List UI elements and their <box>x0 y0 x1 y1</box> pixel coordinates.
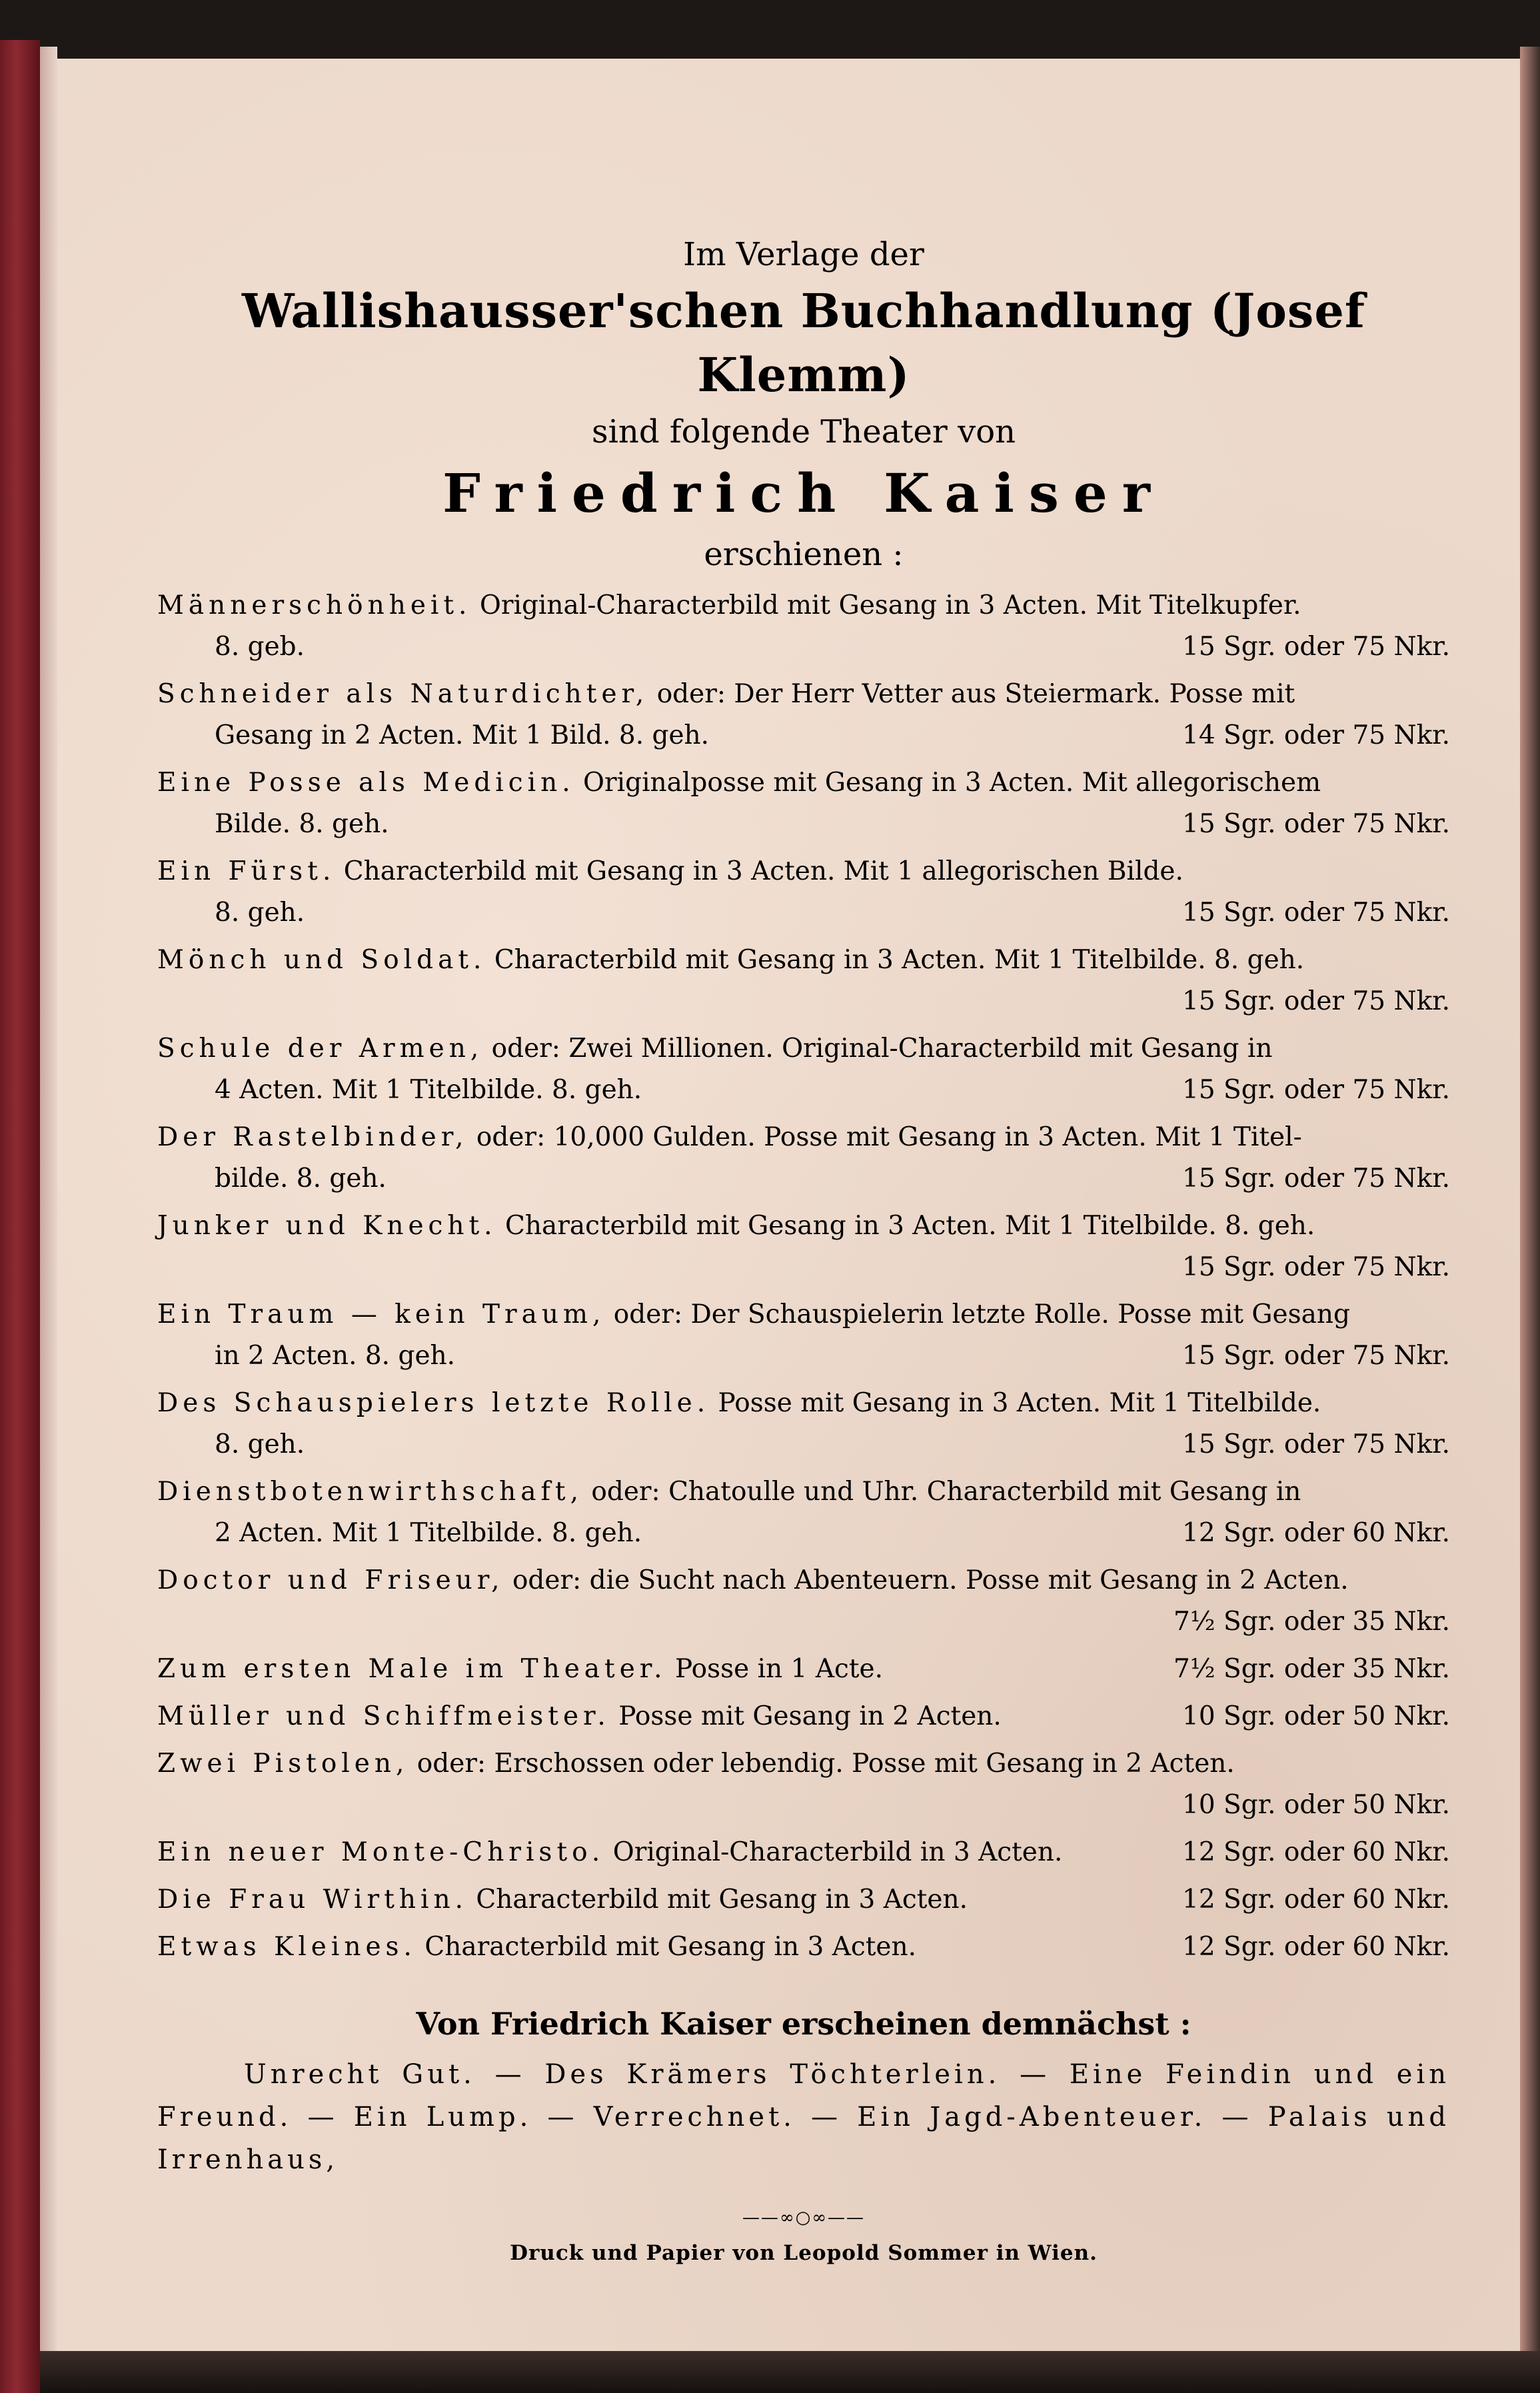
catalog-entry <box>157 1471 1450 1554</box>
entry-description: oder: Der Schauspielerin letzte Rolle. Posse mit Gesang <box>613 1299 1350 1329</box>
entry-text <box>157 1696 1002 1737</box>
entry-price: 15 Sgr. oder 75 Nkr. <box>1182 632 1450 662</box>
entry-description: oder: Erschossen oder lebendig. Posse mit Gesang in 2 Acten. <box>416 1749 1235 1779</box>
catalog-entry <box>157 1696 1450 1737</box>
catalog-entry <box>157 762 1450 845</box>
entry-line-1 <box>157 1471 1450 1513</box>
entry-price: 15 Sgr. oder 75 Nkr. <box>1182 1164 1450 1194</box>
catalog-entry <box>157 1927 1450 1968</box>
entry-text <box>157 1649 883 1690</box>
catalog-entry <box>157 1743 1450 1826</box>
entry-description: Characterbild mit Gesang in 3 Acten. Mit 1 allegorischen Bilde. <box>343 856 1183 886</box>
publisher-name: Wallishausser'schen Buchhandlung (Josef Klemm) <box>242 283 1365 402</box>
ornamental-rule <box>157 2208 1450 2228</box>
catalog-entry <box>157 1205 1450 1288</box>
entry-description: Characterbild mit Gesang in 3 Acten. Mit 1 Titelbilde. 8. geh. <box>505 1211 1315 1241</box>
entry-details: in 2 Acten. 8. geh. <box>215 1341 456 1371</box>
entry-line-1 <box>157 1560 1450 1601</box>
entry-line-2 <box>157 1601 1450 1643</box>
catalog-entry <box>157 1117 1450 1199</box>
entry-price: 15 Sgr. oder 75 Nkr. <box>1182 1252 1450 1282</box>
rule-glyph: ——∞○∞—— <box>742 2208 865 2228</box>
entry-description: Original-Characterbild mit Gesang in 3 Acten. Mit Titelkupfer. <box>479 590 1301 620</box>
entry-line-2 <box>157 1070 1450 1111</box>
entry-title: Des Schauspielers letzte Rolle. <box>157 1388 710 1418</box>
printer-imprint: Druck und Papier von Leopold Sommer in Wien. <box>510 2241 1098 2265</box>
entry-title: Doctor und Friseur, <box>157 1565 504 1595</box>
entry-title: Müller und Schiffmeister. <box>157 1701 610 1731</box>
entry-line-2 <box>157 981 1450 1022</box>
entry-title: Mönch und Soldat. <box>157 945 486 975</box>
entry-price: 15 Sgr. oder 75 Nkr. <box>1182 1429 1450 1459</box>
entry-title: Ein Traum — kein Traum, <box>157 1299 606 1329</box>
entry-description: oder: Chatoulle und Uhr. Characterbild mit Gesang in <box>591 1477 1301 1507</box>
entry-line-1 <box>157 1743 1450 1785</box>
entry-line-1 <box>157 585 1450 626</box>
entry-title: Männerschönheit. <box>157 590 472 620</box>
entry-line-1 <box>157 1117 1450 1158</box>
page-edge-right <box>1520 47 1540 2366</box>
entry-title: Ein neuer Monte-Christo. <box>157 1837 605 1867</box>
entry-description: Originalposse mit Gesang in 3 Acten. Mit allegorischem <box>583 768 1321 798</box>
catalog-entry <box>157 585 1450 668</box>
header-line-1: Im Verlage der <box>683 236 924 273</box>
entry-title: Schneider als Naturdichter, <box>157 679 649 709</box>
entry-details: bilde. 8. geh. <box>215 1164 386 1194</box>
entry-title: Zum ersten Male im Theater. <box>157 1654 667 1684</box>
entry-line-2 <box>157 1513 1450 1554</box>
entry-price: 15 Sgr. oder 75 Nkr. <box>1182 986 1450 1016</box>
entry-details: 8. geh. <box>215 898 305 928</box>
forthcoming-heading: Von Friedrich Kaiser erscheinen demnächst : <box>416 2006 1191 2042</box>
catalog-entry <box>157 1832 1450 1873</box>
entry-line-2 <box>157 892 1450 934</box>
entry-line-1 <box>157 1294 1450 1335</box>
entry-description: Characterbild mit Gesang in 3 Acten. Mit 1 Titelbilde. 8. geh. <box>494 945 1305 975</box>
entry-price: 15 Sgr. oder 75 Nkr. <box>1182 1075 1450 1105</box>
entry-line-2 <box>157 1247 1450 1288</box>
forthcoming-list: Unrecht Gut. — Des Krämers Töchterlein. — Eine Feindin und ein Freund. — Ein Lump. — Verrechnet. — Ein Jagd-Abenteuer. — Palais und Irrenhaus, <box>157 2059 1450 2175</box>
entry-price: 12 Sgr. oder 60 Nkr. <box>1182 1885 1450 1915</box>
entry-line-1 <box>157 1832 1450 1873</box>
entry-title: Eine Posse als Medicin. <box>157 768 575 798</box>
catalog-entry <box>157 1879 1450 1921</box>
entry-price: 15 Sgr. oder 75 Nkr. <box>1182 1341 1450 1371</box>
entry-title: Junker und Knecht. <box>157 1211 497 1241</box>
entry-line-1 <box>157 1649 1450 1690</box>
entry-line-1 <box>157 851 1450 892</box>
advertisement-content <box>157 230 1450 2265</box>
entry-line-1 <box>157 940 1450 981</box>
entry-description: Characterbild mit Gesang in 3 Acten. <box>476 1885 968 1915</box>
entry-line-2 <box>157 804 1450 845</box>
catalog-entry <box>157 1294 1450 1377</box>
author-name: Friedrich Kaiser <box>442 462 1165 524</box>
entry-title: Schule der Armen, <box>157 1034 484 1064</box>
entry-title: Die Frau Wirthin. <box>157 1885 468 1915</box>
entry-price: 10 Sgr. oder 50 Nkr. <box>1182 1701 1450 1731</box>
entry-details: Gesang in 2 Acten. Mit 1 Bild. 8. geh. <box>215 720 710 750</box>
catalog-entry <box>157 1028 1450 1111</box>
entry-price: 15 Sgr. oder 75 Nkr. <box>1182 898 1450 928</box>
entry-line-1 <box>157 1879 1450 1921</box>
entry-description: Original-Characterbild in 3 Acten. <box>612 1837 1063 1867</box>
entry-text <box>157 1832 1062 1873</box>
entry-description: Characterbild mit Gesang in 3 Acten. <box>424 1932 916 1962</box>
entry-line-1 <box>157 1383 1450 1424</box>
entry-text <box>157 1927 916 1968</box>
entry-details: 8. geb. <box>215 632 305 662</box>
entry-line-1 <box>157 674 1450 715</box>
entry-description: oder: 10,000 Gulden. Posse mit Gesang in 3 Acten. Mit 1 Titel- <box>476 1122 1302 1152</box>
entry-title: Dienstbotenwirthschaft, <box>157 1477 583 1507</box>
page-edge-left <box>40 47 57 2352</box>
entry-price: 14 Sgr. oder 75 Nkr. <box>1182 720 1450 750</box>
entry-details: 8. geh. <box>215 1429 305 1459</box>
entry-details: 2 Acten. Mit 1 Titelbilde. 8. geh. <box>215 1518 642 1548</box>
entry-line-2 <box>157 1335 1450 1377</box>
entry-title: Ein Fürst. <box>157 856 336 886</box>
entry-price: 12 Sgr. oder 60 Nkr. <box>1182 1932 1450 1962</box>
entry-price: 12 Sgr. oder 60 Nkr. <box>1182 1518 1450 1548</box>
entry-line-2 <box>157 626 1450 668</box>
entry-description: oder: Zwei Millionen. Original-Characterbild mit Gesang in <box>491 1034 1273 1064</box>
entry-line-2 <box>157 1785 1450 1826</box>
entry-price: 10 Sgr. oder 50 Nkr. <box>1182 1790 1450 1820</box>
header-line-5: erschienen : <box>704 536 904 573</box>
catalog-entry <box>157 674 1450 756</box>
entry-description: Posse in 1 Acte. <box>674 1654 883 1684</box>
catalog-entry <box>157 1560 1450 1643</box>
entry-price: 7½ Sgr. oder 35 Nkr. <box>1173 1654 1450 1684</box>
catalog-entry <box>157 851 1450 934</box>
entry-line-2 <box>157 715 1450 756</box>
entry-line-1 <box>157 1028 1450 1070</box>
entry-line-1 <box>157 1927 1450 1968</box>
entry-text <box>157 1879 968 1921</box>
header-line-3: sind folgende Theater von <box>591 413 1016 450</box>
entry-description: Posse mit Gesang in 2 Acten. <box>618 1701 1002 1731</box>
entry-price: 15 Sgr. oder 75 Nkr. <box>1182 809 1450 839</box>
entry-line-1 <box>157 762 1450 804</box>
catalog-entry <box>157 940 1450 1022</box>
entry-line-1 <box>157 1205 1450 1247</box>
entry-line-2 <box>157 1424 1450 1465</box>
catalog-list <box>157 585 1450 1968</box>
entry-price: 12 Sgr. oder 60 Nkr. <box>1182 1837 1450 1867</box>
entry-title: Etwas Kleines. <box>157 1932 416 1962</box>
entry-line-2 <box>157 1158 1450 1199</box>
entry-description: oder: die Sucht nach Abenteuern. Posse mit Gesang in 2 Acten. <box>512 1565 1349 1595</box>
entry-line-1 <box>157 1696 1450 1737</box>
entry-details: Bilde. 8. geh. <box>215 809 389 839</box>
entry-price: 7½ Sgr. oder 35 Nkr. <box>1173 1607 1450 1637</box>
entry-description: Posse mit Gesang in 3 Acten. Mit 1 Titelbilde. <box>718 1388 1321 1418</box>
entry-title: Zwei Pistolen, <box>157 1749 409 1779</box>
catalog-entry <box>157 1383 1450 1465</box>
entry-details: 4 Acten. Mit 1 Titelbilde. 8. geh. <box>215 1075 642 1105</box>
page-edge-bottom <box>40 2351 1540 2393</box>
entry-title: Der Rastelbinder, <box>157 1122 468 1152</box>
entry-description: oder: Der Herr Vetter aus Steiermark. Posse mit <box>656 679 1295 709</box>
book-spine <box>0 40 40 2393</box>
catalog-entry <box>157 1649 1450 1690</box>
